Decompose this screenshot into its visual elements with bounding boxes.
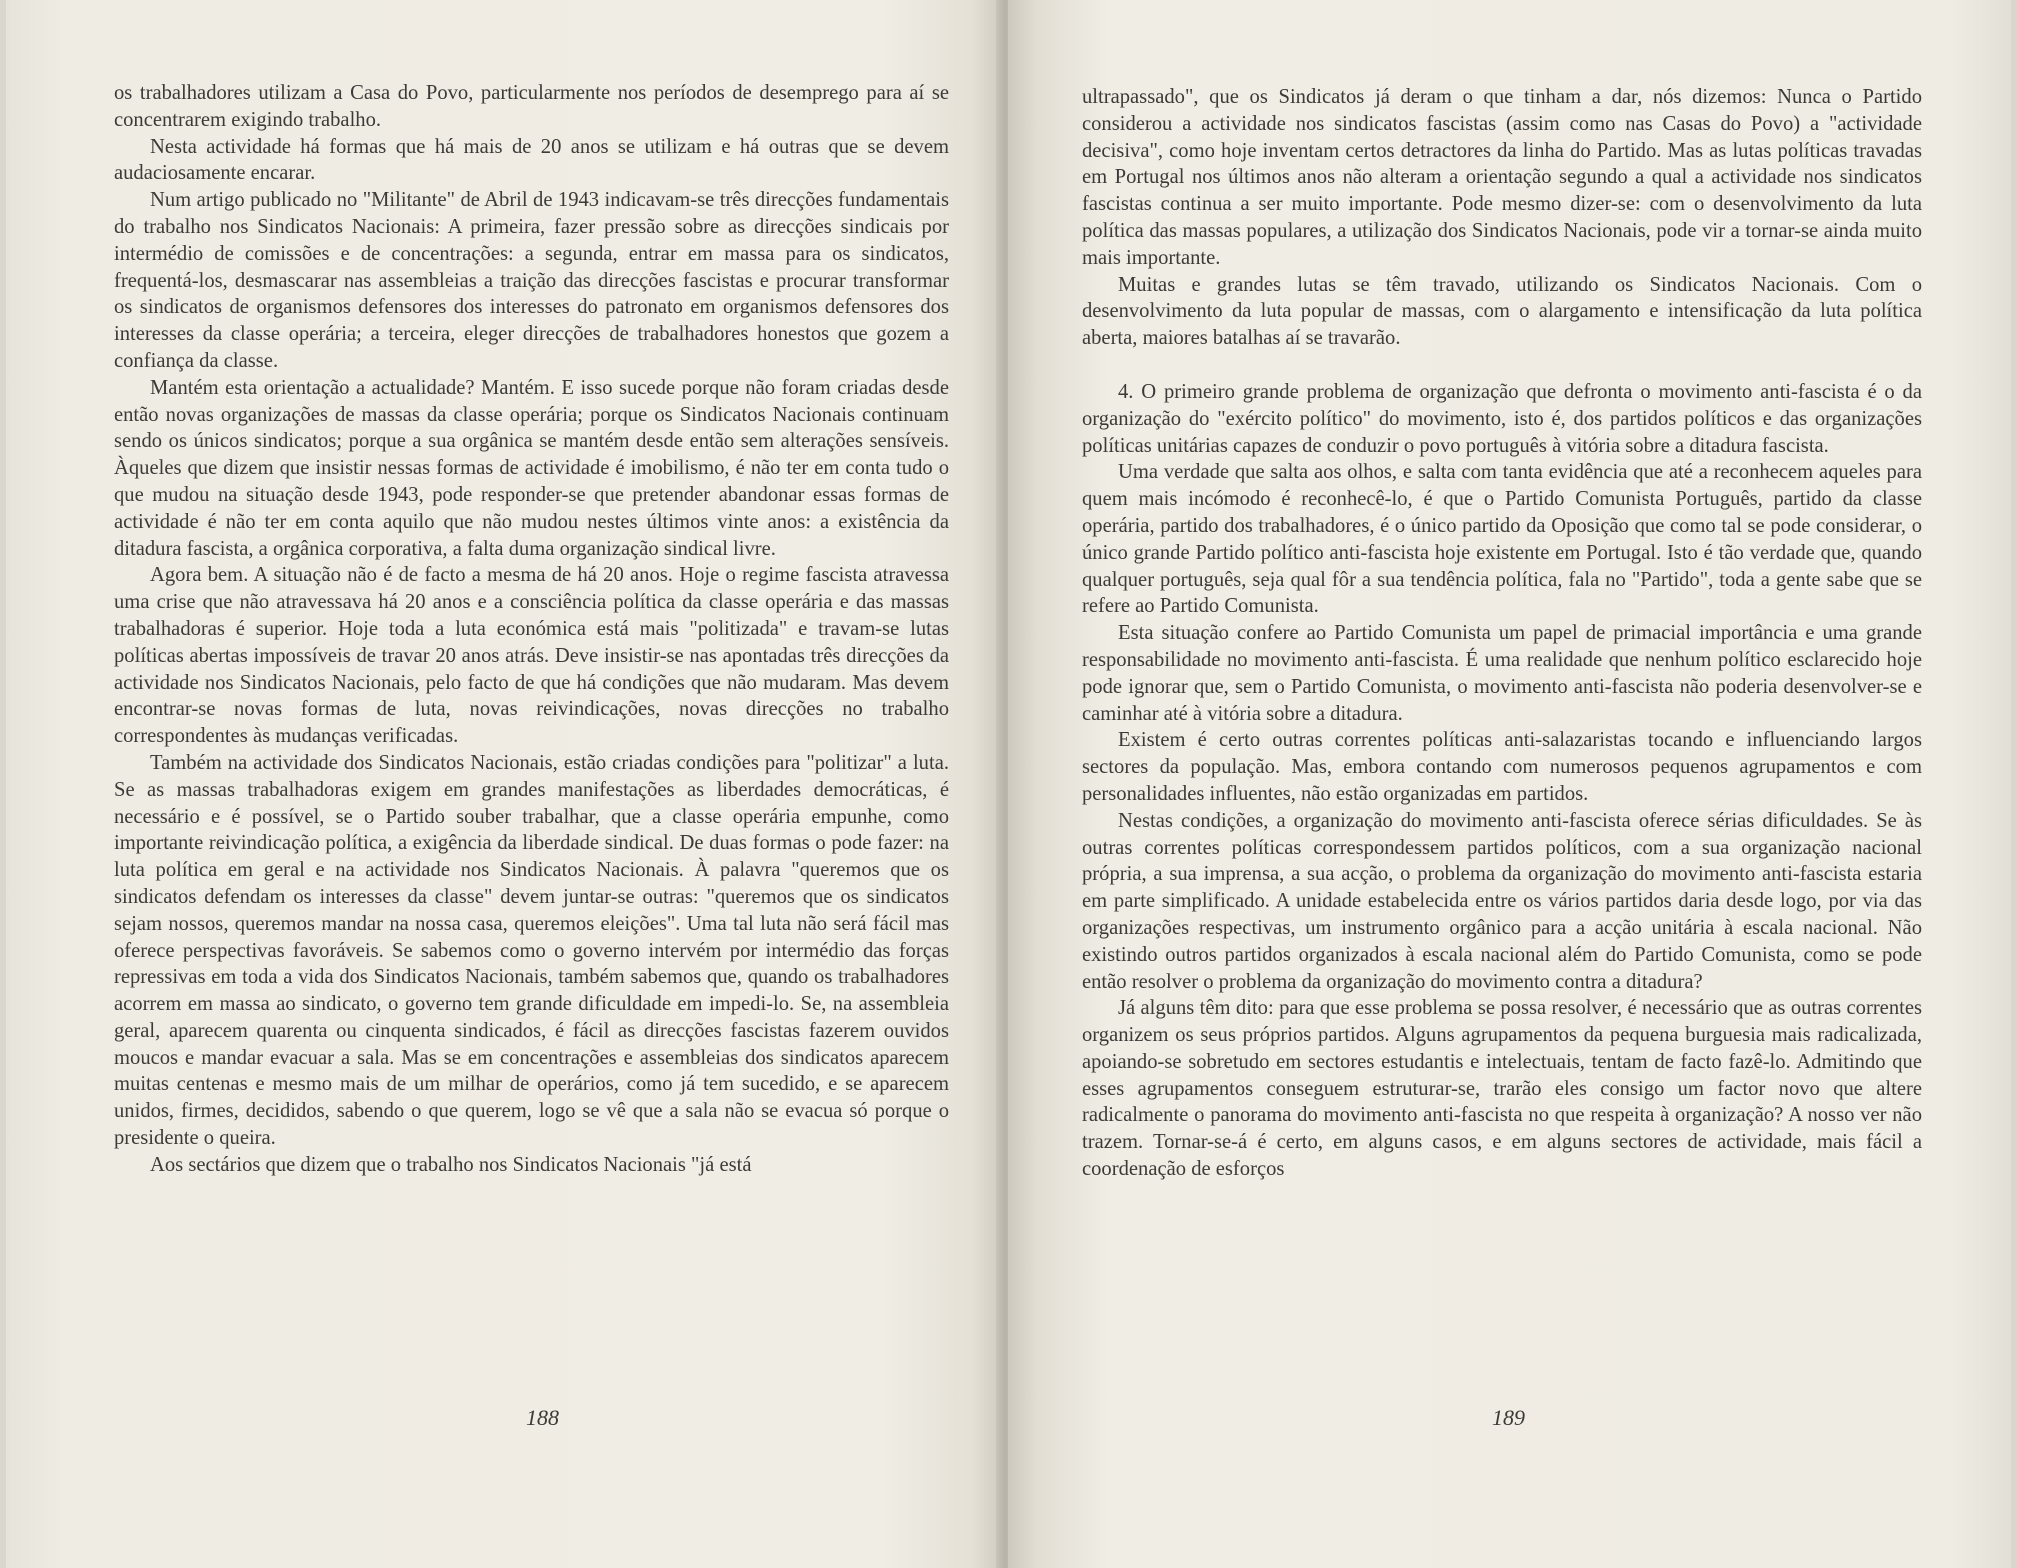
right-page-text xyxy=(1082,84,1922,1183)
paragraph: Num artigo publicado no "Militante" de Abril de 1943 indicavam-se três direcções fundamentais do trabalho nos Sindicatos Nacionais: A primeira, fazer pressão sobre as direcções sindicais por intermédio de comissões e de concentrações: a segunda, entrar em massa para os sindicatos, frequentá-los, desmascarar nas assembleias a traição das direcções fascistas e procurar transformar os sindicatos de organismos defensores dos interesses do patronato em organismos defensores dos interesses da classe operária; a terceira, eleger direcções de trabalhadores honestos que gozem a confiança da classe. xyxy=(114,189,949,372)
left-page-text xyxy=(114,80,949,1179)
right-page xyxy=(1008,0,2011,1568)
paragraph: Existem é certo outras correntes políticas anti-salazaristas tocando e influenciando largos sectores da população. Mas, embora contando com numerosos pequenos agrupamentos e com personalidades influentes, não estão organizadas em partidos. xyxy=(1082,729,1922,805)
paragraph: Aos sectários que dizem que o trabalho nos Sindicatos Nacionais "já está xyxy=(150,1153,752,1176)
paragraph: Já alguns têm dito: para que esse problema se possa resolver, é necessário que as outras correntes organizem os seus próprios partidos. Alguns agrupamentos da pequena burguesia mais radicalizada, apoiando-se sobretudo em sectores estudantis e intelectuais, tentam de facto fazê-lo. Admitindo que esses agrupamentos conseguem estruturar-se, trarão eles consigo um factor novo que altere radicalmente o panorama do movimento anti-fascista no que respeita à organização? A nosso ver não trazem. Tornar-se-á é certo, em alguns casos, e em alguns sectores de actividade, mais fácil a coordenação de esforços xyxy=(1082,997,1922,1181)
paragraph: Uma verdade que salta aos olhos, e salta com tanta evidência que até a reconhecem aqueles para quem mais incómodo é reconhecê-lo, é que o Partido Comunista Português, partido da classe operária, partido dos trabalhadores, é o único partido da Oposição que como tal se pode considerar, o único grande Partido político anti-fascista hoje existente em Portugal. Isto é tão verdade que, quando qualquer português, seja qual fôr a sua tendência política, fala no "Partido", toda a gente sabe que se refere ao Partido Comunista. xyxy=(1082,461,1922,618)
page-number: 189 xyxy=(1492,1405,1525,1430)
section-paragraph: 4. O primeiro grande problema de organização que defronta o movimento anti-fascista é o da organização do "exército político" do movimento, isto é, dos partidos políticos e das organizações políticas unitárias capazes de conduzir o povo português à vitória sobre a ditadura fascista. xyxy=(1082,380,1922,457)
page-number: 188 xyxy=(526,1405,559,1430)
paragraph: os trabalhadores utilizam a Casa do Povo, particularmente nos períodos de desemprego para aí se concentrarem exigindo trabalho. xyxy=(114,82,949,131)
left-page xyxy=(6,0,1002,1568)
paragraph: Também na actividade dos Sindicatos Nacionais, estão criadas condições para "politizar" a luta. Se as massas trabalhadoras exigem em grandes manifestações as liberdades democráticas, é necessário e é possível, se o Partido souber trabalhar, que a classe operária empunhe, como importante reivindicação política, a exigência da liberdade sindical. De duas formas o pode fazer: na luta política em geral e na actividade nos Sindicatos Nacionais. À palavra "queremos que os sindicatos defendam os interesses da classe" devem juntar-se outras: "queremos que os sindicatos sejam nossos, queremos mandar na nossa casa, queremos eleições". Uma tal luta não será fácil mas oferece perspectivas favoráveis. Se sabemos como o governo intervém por intermédio das forças repressivas em toda a vida dos Sindicatos Nacionais, também sabemos que, quando os trabalhadores acorrem em massa ao sindicato, o governo tem grande dificuldade em impedi-lo. Se, na assembleia geral, aparecem quarenta ou cinquenta sindicados, é fácil as direcções fascistas fazerem ouvidos moucos e mandar evacuar a sala. Mas se em concentrações e assembleias dos sindicatos aparecem muitas centenas e mesmo mais de um milhar de operários, como já tem sucedido, e se aparecem unidos, firmes, decididos, sabendo o que querem, logo se vê que a sala não se evacua só porque o presidente o queira. xyxy=(114,751,949,1150)
paragraph: ultrapassado", que os Sindicatos já deram o que tinham a dar, nós dizemos: Nunca o Partido considerou a actividade nos sindicatos fascistas (assim como nas Casas do Povo) a "actividade decisiva", como hoje inventam certos detractores da linha do Partido. Mas as lutas políticas travadas em Portugal nos últimos anos não alteram a orientação segundo a qual a actividade nos sindicatos fascistas continua a ser muito importante. Pode mesmo dizer-se: com o desenvolvimento da luta política das massas populares, a utilização dos Sindicatos Nacionais, pode vir a tornar-se ainda muito mais importante. xyxy=(1082,86,1922,269)
paragraph: Nesta actividade há formas que há mais de 20 anos se utilizam e há outras que se devem audaciosamente encarar. xyxy=(114,135,949,185)
paragraph: Agora bem. A situação não é de facto a mesma de há 20 anos. Hoje o regime fascista atravessa uma crise que não atravessava há 20 anos e a consciência política da classe operária e das massas trabalhadoras é superior. Hoje toda a luta económica está mais "politizada" e travam-se lutas políticas abertas impossíveis de travar 20 anos atrás. Deve insistir-se nas apontadas três direcções da actividade nos Sindicatos Nacionais, pelo facto de que há condições que não mudaram. Mas devem encontrar-se novas formas de luta, novas reivindicações, novas direcções no trabalho correspondentes às mudanças verificadas. xyxy=(114,564,949,748)
paragraph: Mantém esta orientação a actualidade? Mantém. E isso sucede porque não foram criadas desde então novas organizações de massas da classe operária; porque os Sindicatos Nacionais continuam sendo os únicos sindicatos; porque a sua orgânica se mantém desde então sem alterações sensíveis. Àqueles que dizem que insistir nessas formas de actividade é imobilismo, é não ter em conta tudo o que mudou na situação desde 1943, pode responder-se que pretender abandonar essas formas de actividade é não ter em conta aquilo que não mudou nestes últimos vinte anos: a existência da ditadura fascista, a orgânica corporativa, a falta duma organização sindical livre. xyxy=(114,376,949,560)
paragraph: Nestas condições, a organização do movimento anti-fascista oferece sérias dificuldades. Se às outras correntes políticas correspondessem partidos políticos, com a sua organização nacional própria, a sua imprensa, a sua acção, o problema da organização do movimento anti-fascista estaria em parte simplificado. A unidade estabelecida entre os vários partidos daria desde logo, por via das organizações respectivas, um instrumento orgânico para a acção unitária à escala nacional. Não existindo outros partidos organizados à escala nacional além do Partido Comunista, como se pode então resolver o problema da organização do movimento contra a ditadura? xyxy=(1082,809,1922,993)
paragraph: Esta situação confere ao Partido Comunista um papel de primacial importância e uma grande responsabilidade no movimento anti-fascista. É uma realidade que nenhum político esclarecido hoje pode ignorar que, sem o Partido Comunista, o movimento anti-fascista não poderia desenvolver-se e caminhar até à vitória sobre a ditadura. xyxy=(1082,622,1922,725)
paragraph: Muitas e grandes lutas se têm travado, utilizando os Sindicatos Nacionais. Com o desenvolvimento da luta popular de massas, com o alargamento e intensificação da luta política aberta, maiores batalhas aí se travarão. xyxy=(1082,273,1922,350)
